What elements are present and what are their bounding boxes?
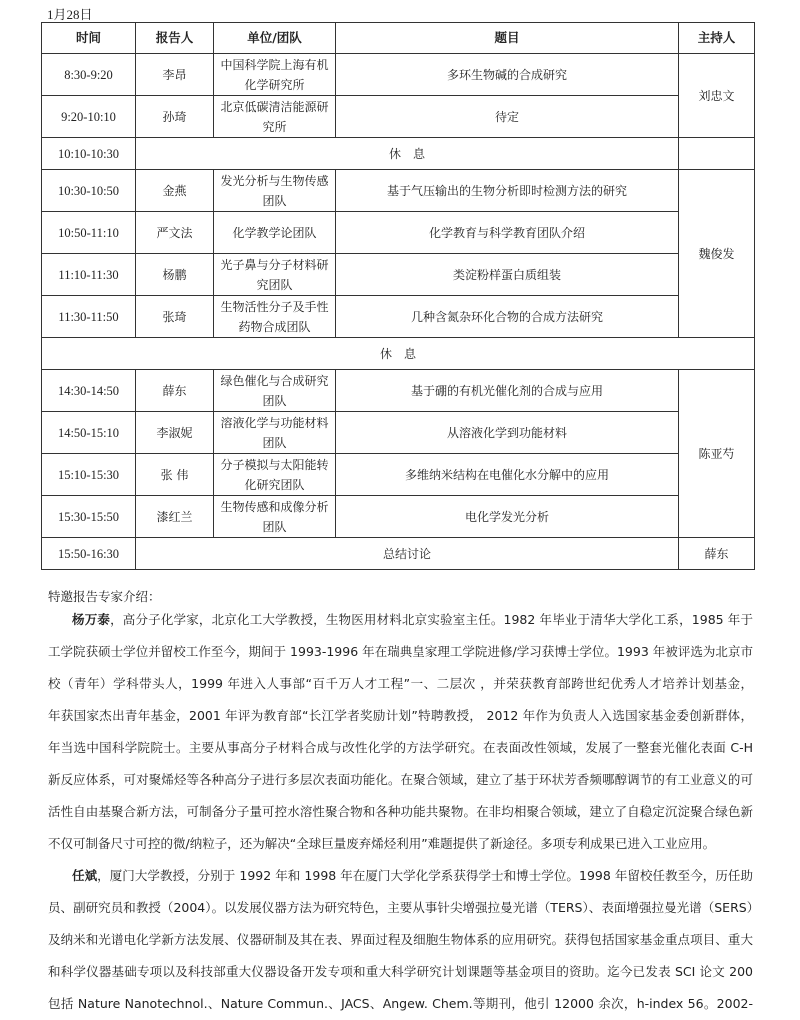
bio-line [48,860,753,892]
time-cell: 14:30-14:50 [42,370,136,412]
time-cell: 10:30-10:50 [42,170,136,212]
table-row [42,454,755,496]
bio-line [48,636,753,668]
table-row [42,496,755,538]
table-row [42,96,755,138]
time-cell: 10:50-11:10 [42,212,136,254]
host-cell: 魏俊发 [679,170,755,338]
topic-cell: 待定 [336,96,679,138]
unit-cell: 中国科学院上海有机化学研究所 [214,54,336,96]
bio-line [48,924,753,956]
header-host: 主持人 [679,23,755,54]
topic-cell: 从溶液化学到功能材料 [336,412,679,454]
bio-text: 活性自由基聚合新方法，可制备分子量可控水溶性聚合物和各种功能共聚物。在非均相聚合领域，建立了自稳定沉淀聚合绿色新 [48,804,753,819]
bio-line [48,700,753,732]
bio-line [48,764,753,796]
bio-text: 和科学仪器基础专项以及科技部重大仪器设备开发专项和重大科学研究计划课题等基金项目的资助。迄今已发表 SCI 论文 200 [48,964,753,979]
topic-cell: 基于气压输出的生物分析即时检测方法的研究 [336,170,679,212]
header-topic: 题目 [336,23,679,54]
table-row [42,212,755,254]
topic-cell: 多维纳米结构在电催化水分解中的应用 [336,454,679,496]
speaker-cell: 严文法 [136,212,214,254]
unit-cell: 发光分析与生物传感团队 [214,170,336,212]
table-row [42,138,755,170]
invited-experts-heading: 特邀报告专家介绍： [48,589,161,604]
host-cell: 刘忠文 [679,54,755,138]
break-cell: 休 息 [136,138,679,170]
topic-cell: 几种含氮杂环化合物的合成方法研究 [336,296,679,338]
bio-line [48,796,753,828]
unit-cell: 溶液化学与功能材料团队 [214,412,336,454]
unit-cell: 化学教学论团队 [214,212,336,254]
topic-cell: 多环生物碱的合成研究 [336,54,679,96]
bio-line [48,892,753,924]
speaker-cell: 张 伟 [136,454,214,496]
bio-text: 及纳米和光谱电化学新方法发展、仪器研制及其在表、界面过程及细胞生物体系的应用研究。获得包括国家基金重点项目、重大 [48,932,753,947]
schedule-table [41,22,755,570]
bio-text: 校（青年）学科带头人，1999 年进入人事部“百千万人才工程”一、二层次 ，并荣获教育部跨世纪优秀人才培养计划基金， [48,676,753,691]
unit-cell: 绿色催化与合成研究团队 [214,370,336,412]
time-cell: 15:10-15:30 [42,454,136,496]
host-cell [679,138,755,170]
speaker-cell: 孙琦 [136,96,214,138]
header-unit: 单位/团队 [214,23,336,54]
time-cell: 11:10-11:30 [42,254,136,296]
time-cell: 15:30-15:50 [42,496,136,538]
expert-name: 杨万泰 [72,612,111,627]
break-cell: 休 息 [42,338,755,370]
bio-line [48,828,753,860]
time-cell: 15:50-16:30 [42,538,136,570]
topic-cell: 电化学发光分析 [336,496,679,538]
break-cell: 总结讨论 [136,538,679,570]
host-cell: 陈亚芍 [679,370,755,538]
unit-cell: 生物活性分子及手性药物合成团队 [214,296,336,338]
bio-line [48,988,753,1020]
expert-name: 任斌 [72,868,98,883]
header-time: 时间 [42,23,136,54]
bio-line [48,668,753,700]
expert-bio [48,604,753,860]
bio-line [48,732,753,764]
bio-text: 包括 Nature Nanotechnol.、Nature Commun.、JACS、Angew. Chem.等期刊，他引 12000 余次，h-index 56。2002- [48,996,753,1011]
bio-text: 不仅可制备尺寸可控的微/纳粒子，还为解决“全球巨量废弃烯烃利用”难题提供了新途径。多项专利成果已进入工业应用。 [48,836,716,851]
header-speaker: 报告人 [136,23,214,54]
topic-cell: 类淀粉样蛋白质组装 [336,254,679,296]
speaker-cell: 薛东 [136,370,214,412]
time-cell: 9:20-10:10 [42,96,136,138]
bio-line [48,956,753,988]
table-row [42,370,755,412]
unit-cell: 光子鼻与分子材料研究团队 [214,254,336,296]
speaker-cell: 张琦 [136,296,214,338]
bio-text: ，厦门大学教授，分别于 1992 年和 1998 年在厦门大学化学系获得学士和博士学位。1998 年留校任教至今，历任助 [97,868,753,883]
table-row [42,538,755,570]
speaker-cell: 漆红兰 [136,496,214,538]
table-row [42,412,755,454]
bio-line [48,604,753,636]
host-cell: 薛东 [679,538,755,570]
expert-bio [48,860,753,1020]
speaker-cell: 李淑妮 [136,412,214,454]
unit-cell: 北京低碳清洁能源研究所 [214,96,336,138]
bio-text: 年当选中国科学院院士。主要从事高分子材料合成与改性化学的方法学研究。在表面改性领域，发展了一整套光催化表面 C-H [48,740,753,755]
bio-text: 工学院获硕士学位并留校工作至今，期间于 1993-1996 年在瑞典皇家理工学院进修/学习获博士学位。1993 年被评选为北京市 [48,644,753,659]
table-header-row [42,23,755,54]
time-cell: 14:50-15:10 [42,412,136,454]
unit-cell: 分子模拟与太阳能转化研究团队 [214,454,336,496]
bio-text: 员、副研究员和教授（2004）。以发展仪器方法为研究特色，主要从事针尖增强拉曼光谱（TERS）、表面增强拉曼光谱（SERS） [48,900,753,915]
speaker-cell: 杨鹏 [136,254,214,296]
time-cell: 8:30-9:20 [42,54,136,96]
speaker-cell: 金燕 [136,170,214,212]
time-cell: 11:30-11:50 [42,296,136,338]
time-cell: 10:10-10:30 [42,138,136,170]
table-row [42,170,755,212]
table-row [42,338,755,370]
topic-cell: 基于硼的有机光催化剂的合成与应用 [336,370,679,412]
table-row [42,54,755,96]
unit-cell: 生物传感和成像分析团队 [214,496,336,538]
table-row [42,296,755,338]
bio-text: 新反应体系，可对聚烯烃等各种高分子进行多层次表面功能化。在聚合领域，建立了基于环状芳香频哪醇调节的有工业意义的可 [48,772,753,787]
topic-cell: 化学教育与科学教育团队介绍 [336,212,679,254]
speaker-cell: 李昂 [136,54,214,96]
schedule-date: 1月28日 [47,7,93,22]
bio-text: ，高分子化学家，北京化工大学教授，生物医用材料北京实验室主任。1982 年毕业于清华大学化工系，1985 年于 [110,612,753,627]
bio-text: 年获国家杰出青年基金，2001 年评为教育部“长江学者奖励计划”特聘教授， 2012 年作为负责人入选国家基金委创新群体， [48,708,753,723]
table-row [42,254,755,296]
